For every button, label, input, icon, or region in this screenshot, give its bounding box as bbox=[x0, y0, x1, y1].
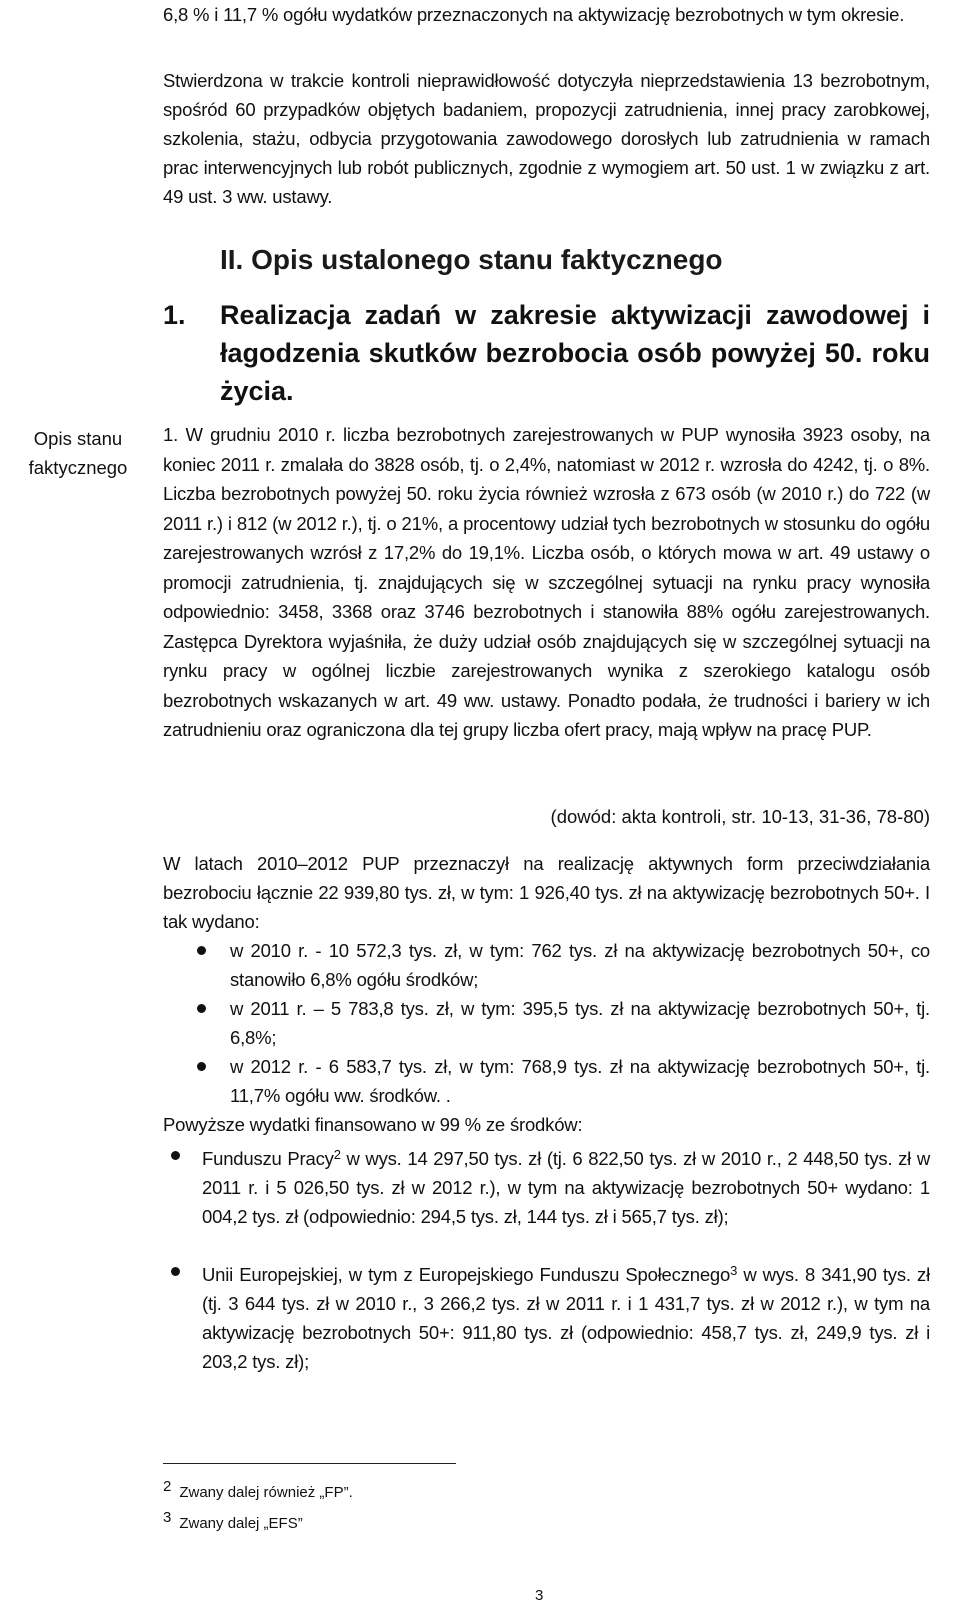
list-item bbox=[230, 936, 930, 994]
section-heading: II. Opis ustalonego stanu faktycznego bbox=[220, 244, 723, 275]
list-item bbox=[202, 1140, 930, 1256]
bullet-icon bbox=[171, 1267, 180, 1276]
footnote-separator bbox=[163, 1463, 456, 1464]
subheading-text: Realizacja zadań w zakresie aktywizacji zawodowej i łagodzenia skutków bezrobocia osób powyżej 50. roku życia. bbox=[220, 300, 930, 406]
footnote-3: $^3$ Zwany dalej „EFS” bbox=[163, 1509, 303, 1532]
funding-paragraph: Powyższe wydatki finansowano w 99 % ze środków: bbox=[163, 1114, 583, 1135]
bullet-icon bbox=[171, 1151, 180, 1160]
footnote-ref: 3 bbox=[730, 1263, 738, 1278]
footnote-ref: 2 bbox=[333, 1147, 341, 1162]
unemployment-paragraph: 1. W grudniu 2010 r. liczba bezrobotnych zarejestrowanych w PUP wynosiła 3923 osoby, na koniec 2011 r. zmalała do 3828 osób, tj. o 2,4%, natomiast w 2012 r. wzrosła do 4242, tj. o 8%. Liczba bezrobotnych powyżej 50. roku życia również wzrosła z 673 osób (w 2010 r.) do 722 (w 2011 r.) i 812 (w 2012 r.), tj. o 21%, a procentowy udział tych bezrobotnych w stosunku do ogółu zarejestrowanych wzrósł z 17,2% do 19,1%. Liczba osób, o których mowa w art. 49 ustawy o promocji zatrudnienia, tj. znajdujących się w szczególnej sytuacji na rynku pracy wynosiła odpowiednio: 3458, 3368 oraz 3746 bezrobotnych i stanowiła 88% ogółu zarejestrowanych. Zastępca Dyrektora wyjaśniła, że duży udział osób znajdujących się w szczególnej sytuacji na rynku pracy w ogólnej liczbie zarejestrowanych wynika z szerokiego katalogu osób bezrobotnych wskazanych w art. 49 ww. ustawy. Ponadto podała, że trudności i bariery w ich zatrudnieniu oraz ograniczona dla tej grupy liczba ofert pracy, mają wpływ na pracę PUP. bbox=[163, 424, 930, 740]
side-label: Opis stanu faktycznego bbox=[28, 428, 128, 478]
funding-item-eu: Unii Europejskiej, w tym z Europejskiego Funduszu Społecznego$^3$ w wys. 8 341,90 tys. zł (tj. 3 644 tys. zł w 2010 r., 3 266,2 tys. zł w 2011 r. i 1 431,7 tys. zł w 2012 r.), w tym na aktywizację bezrobotnych 50+: 911,80 tys. zł (odpowiednio: 458,7 tys. zł, 249,9 tys. zł i 203,2 tys. zł); bbox=[202, 1263, 930, 1372]
funding-item-fp: Funduszu Pracy$^2$ w wys. 14 297,50 tys. zł (tj. 6 822,50 tys. zł w 2010 r., 2 448,50 tys. zł w 2011 r. i 5 026,50 tys. zł w 2012 r.), w tym na aktywizację bezrobotnych 50+ wydano: 1 004,2 tys. zł (odpowiednio: 294,5 tys. zł, 144 tys. zł i 565,7 tys. zł); bbox=[202, 1147, 931, 1227]
footnote-2: $^2$ Zwany dalej również „FP”. bbox=[163, 1478, 353, 1501]
bullet-icon bbox=[197, 1004, 206, 1013]
subheading-number: 1. bbox=[163, 300, 186, 330]
spending-item-2010: w 2010 r. - 10 572,3 tys. zł, w tym: 762 tys. zł na aktywizację bezrobotnych 50+, co stanowiło 6,8% ogółu środków; bbox=[230, 940, 930, 990]
irregularity-paragraph: Stwierdzona w trakcie kontroli nieprawidłowość dotyczyła nieprzedstawienia 13 bezrobotnym, spośród 60 przypadków objętych badaniem, propozycji zatrudnienia, innej pracy zarobkowej, szkolenia, stażu, odbycia przygotowania zawodowego dorosłych lub zatrudnienia w ramach prac interwencyjnych lub robót publicznych, zgodnie z wymogiem art. 50 ust. 1 w związku z art. 49 ust. 3 ww. ustawy. bbox=[163, 70, 930, 207]
bullet-icon bbox=[197, 946, 206, 955]
list-item bbox=[230, 994, 930, 1052]
spending-paragraph: W latach 2010–2012 PUP przeznaczył na realizację aktywnych form przeciwdziałania bezrobociu łącznie 22 939,80 tys. zł, w tym: 1 926,40 tys. zł na aktywizację bezrobotnych 50+. I tak wydano: bbox=[163, 853, 930, 932]
funding-list bbox=[202, 1140, 930, 1372]
carryover-paragraph: 6,8 % i 11,7 % ogółu wydatków przeznaczonych na aktywizację bezrobotnych w tym okresie. bbox=[163, 4, 905, 25]
spending-item-2011: w 2011 r. – 5 783,8 tys. zł, w tym: 395,5 tys. zł na aktywizację bezrobotnych 50+, tj. 6,8%; bbox=[230, 998, 930, 1048]
list-item bbox=[230, 1052, 930, 1110]
bullet-icon bbox=[197, 1062, 206, 1071]
evidence-reference: (dowód: akta kontroli, str. 10-13, 31-36, 78-80) bbox=[550, 806, 930, 827]
spending-list bbox=[230, 936, 930, 1110]
spending-item-2012: w 2012 r. - 6 583,7 tys. zł, w tym: 768,9 tys. zł na aktywizację bezrobotnych 50+, tj. 11,7% ogółu ww. środków. . bbox=[230, 1056, 930, 1106]
page-number: 3 bbox=[535, 1587, 544, 1604]
list-item bbox=[202, 1256, 930, 1372]
